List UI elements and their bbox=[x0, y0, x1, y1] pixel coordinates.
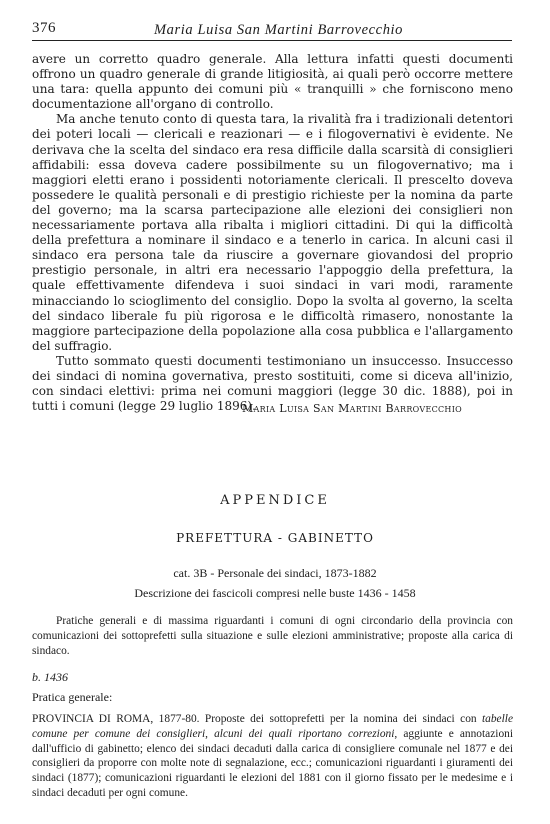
page-number: 376 bbox=[32, 20, 56, 36]
running-head bbox=[32, 14, 512, 40]
paragraph-2: Ma anche tenuto conto di questa tara, la rivalità fra i tradizionali detentori dei poteri locali — clericali e reazionari — e i filogovernativi è evidente. Ne derivava che la scelta del sindaco era resa difficile dalla scarsità di consiglieri affidabili: essa doveva cadere possibilmente su un filogovernativo; ma i maggiori eletti erano i possidenti notoriamente clericali. Il prescelto doveva possedere le qualità personali e di prestigio richieste per la nomina da parte del governo; ma la scarsa partecipazione alle elezioni dei consiglieri non necessariamente portava alla ribalta i migliori cittadini. Di qui la difficoltà della prefettura a nominare il sindaco e a tenerlo in carica. In alcuni casi il sindaco era persona tale da riuscire a governare giovandosi del proprio prestigio personale, in altri era necessario l'appoggio della prefettura, la quale effettivamente difendeva i suoi sindaci in vari modi, raramente minacciando lo scioglimento del consiglio. Dopo la svolta al governo, la scelta del sindaco liberale fu più rigorosa e le difficoltà rimasero, nonostante la maggiore partecipazione della popolazione alla cosa pubblica e l'allargamento del suffragio. bbox=[32, 112, 513, 353]
appendix-subtitle: PREFETTURA - GABINETTO bbox=[176, 531, 374, 545]
entry-italic-2: alcuni dei quali riportano correzioni bbox=[214, 727, 395, 740]
appendix-intro-text: Pratiche generali e di massima riguardanti i comuni di ogni circondario della provincia con comunicazioni dei sottoprefetti sulla situazione e sulle elezioni amministrative; proposte alla carica di sindaco. bbox=[32, 615, 513, 657]
pratica-label: Pratica generale: bbox=[32, 690, 113, 704]
paragraph-1: avere un corretto quadro generale. Alla lettura infatti questi documenti offrono un quadro generale di grande litigiosità, ai quali però occorre mettere una tara: quella appunto dei comuni più « tranquilli » che forniscono meno documentazione all'organo di controllo. bbox=[32, 52, 513, 112]
entry-mid: , bbox=[205, 727, 215, 740]
paragraph-3: Tutto sommato questi documenti testimoniano un insuccesso. Insuccesso dei sindaci di nomina governativa, presto sostituiti, come si diceva all'inizio, con sindaci elettivi: prima nei comuni maggiori (legge 30 dic. 1888), poi in tutti i comuni (legge 29 luglio 1896). bbox=[32, 353, 513, 414]
header-rule bbox=[32, 40, 512, 41]
author-signature: Maria Luisa San Martini Barrovecchio bbox=[242, 402, 463, 415]
appendix-category: cat. 3B - Personale dei sindaci, 1873-1882 bbox=[173, 566, 377, 580]
appendix-intro bbox=[32, 614, 513, 658]
busta-label: b. 1436 bbox=[32, 670, 68, 684]
entry-lead: PROVINCIA DI ROMA, 1877-80. Proposte dei sottoprefetti per la nomina dei sindaci con bbox=[32, 713, 482, 725]
entry-tail: , aggiunte e annotazioni dall'ufficio di gabinetto; elenco dei sindaci decaduti dalla carica di consigliere comunale nel 1877 e dei consiglieri da proporre con molte note di segnalazione, ecc.; comunicazioni riguardanti i giuramenti dei sindaci (1877); comunicazioni riguardanti le elezioni del 1881 con il giorno fissato per le medesime e i sindaci decaduti per ogni comune. bbox=[32, 727, 513, 799]
appendix-title: APPENDICE bbox=[220, 493, 330, 508]
entry-paragraph bbox=[32, 712, 513, 801]
main-text bbox=[32, 52, 513, 414]
entry-italic-1: tabelle comune per comune dei consiglieri bbox=[32, 713, 513, 740]
running-title: Maria Luisa San Martini Barrovecchio bbox=[154, 22, 404, 38]
appendix-entry bbox=[32, 712, 513, 801]
appendix-description: Descrizione dei fascicoli compresi nelle buste 1436 - 1458 bbox=[134, 586, 416, 600]
